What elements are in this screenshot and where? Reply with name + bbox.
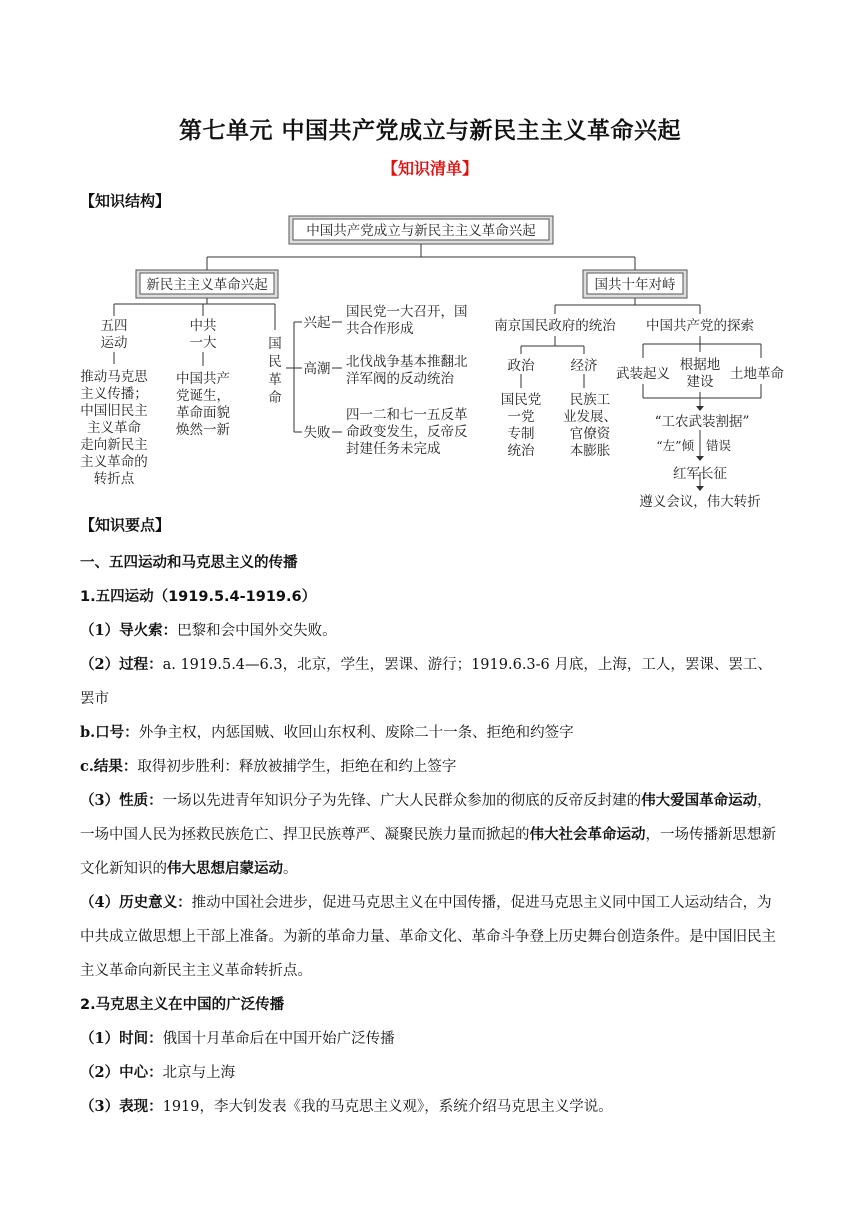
- stage-desc-fail-1: 四一二和七一五反革: [346, 407, 468, 423]
- base-building-1: 根据地: [679, 357, 721, 373]
- long-march: 红军长征: [673, 466, 727, 482]
- zhonggong-title-2: 一大: [189, 335, 217, 351]
- zhonggong-desc-2: 党诞生，: [176, 388, 230, 404]
- heading-may-fourth: 1.五四运动（1919.5.4-1919.6）: [80, 589, 317, 605]
- stage-desc-fail-3: 封建任务未完成: [346, 441, 441, 457]
- wusi-desc-6: 主义革命的: [80, 454, 148, 470]
- stage-label-peak: 高潮: [303, 361, 331, 377]
- armed-uprising: 武装起义: [616, 366, 670, 382]
- stage-desc-rise-2: 共合作形成: [346, 321, 414, 337]
- wusi-desc-5: 走向新民主: [80, 437, 148, 453]
- politics-label: 政治: [507, 358, 535, 374]
- guomin-title-4: 命: [268, 390, 282, 406]
- economy-label: 经济: [570, 358, 598, 374]
- zunyi-conference: 遵义会议，伟大转折: [639, 494, 761, 510]
- nanjing-rule: 南京国民政府的统治: [494, 318, 616, 334]
- heading-marxism-spread: 2.马克思主义在中国的广泛传播: [80, 997, 285, 1013]
- base-building-2: 建设: [686, 374, 714, 390]
- stage-desc-peak-2: 洋军阀的反动统治: [346, 371, 454, 387]
- wusi-desc-3: 中国旧民主: [80, 403, 148, 419]
- stage-desc-peak-1: 北伐战争基本推翻北: [346, 354, 468, 370]
- knowledge-points-heading: 【知识要点】: [80, 516, 171, 534]
- left-deviation: “左”倾: [656, 438, 694, 453]
- economy-desc-4: 本膨胀: [569, 443, 611, 459]
- zhonggong-desc-4: 焕然一新: [176, 422, 230, 438]
- diagram-right-branch: 国共十年对峙: [594, 277, 676, 293]
- politics-desc-2: 一党: [507, 409, 535, 425]
- cpc-exploration: 中国共产党的探索: [646, 318, 754, 334]
- knowledge-structure-diagram: [0, 0, 860, 530]
- stage-label-rise: 兴起: [303, 315, 331, 331]
- stage-desc-fail-2: 命政变发生，反帝反: [346, 424, 468, 440]
- wusi-desc-2: 主义传播；: [80, 386, 148, 402]
- guomin-title-2: 民: [268, 354, 282, 370]
- knowledge-structure-heading: 【知识结构】: [80, 192, 171, 210]
- paragraph-center: （2）中心：北京与上海: [80, 1064, 236, 1081]
- paragraph-nature: （3）性质：一场以先进青年知识分子为先锋、广大人民群众参加的彻底的反帝反封建的伟大爱国革命运动，一场中国人民为拯救民族危亡、捍卫民族尊严、凝聚民族力量而掀起的伟大社会革命运动，一场传播新思想新文化新知识的伟大思想启蒙运动。: [80, 792, 776, 877]
- wusi-desc-7: 转折点: [93, 471, 135, 487]
- politics-desc-4: 统治: [507, 443, 535, 459]
- economy-desc-3: 官僚资: [569, 426, 611, 442]
- stage-label-fail: 失败: [303, 425, 331, 441]
- politics-desc-1: 国民党: [500, 392, 542, 408]
- paragraph-time: （1）时间：俄国十月革命后在中国开始广泛传播: [80, 1030, 395, 1047]
- zhonggong-title-1: 中共: [189, 318, 217, 334]
- knowledge-list-heading: 【知识清单】: [381, 159, 478, 178]
- paragraph-slogan: b.口号：外争主权，内惩国贼、收回山东权利、废除二十一条、拒绝和约签字: [80, 724, 574, 741]
- economy-desc-2: 业发展、: [563, 409, 617, 425]
- economy-desc-1: 民族工: [569, 392, 611, 408]
- knowledge-points-body: [80, 546, 785, 1124]
- guomin-title-1: 国: [268, 336, 282, 352]
- heading-level1: 一、五四运动和马克思主义的传播: [80, 555, 298, 571]
- worker-peasant-regime: “工农武装割据”: [654, 414, 750, 430]
- wusi-desc-4: 主义革命: [87, 420, 141, 436]
- land-revolution: 土地革命: [730, 366, 784, 382]
- paragraph-result: c.结果：取得初步胜利：释放被捕学生，拒绝在和约上签字: [80, 758, 457, 775]
- diagram-left-branch: 新民主主义革命兴起: [146, 277, 268, 293]
- stage-desc-rise-1: 国民党一大召开，国: [346, 304, 468, 320]
- zhonggong-desc-3: 革命面貌: [176, 405, 230, 421]
- paragraph-process: （2）过程：a. 1919.5.4—6.3，北京，学生，罢课、游行；1919.6.3-6 月底，上海，工人，罢课、罢工、罢市: [80, 656, 772, 707]
- wusi-title-1: 五四: [100, 318, 128, 334]
- politics-desc-3: 专制: [507, 426, 535, 442]
- zhonggong-desc-1: 中国共产: [176, 371, 230, 387]
- paragraph-significance: （4）历史意义：推动中国社会进步，促进马克思主义在中国传播，促进马克思主义同中国工人运动结合，为中共成立做思想上干部上准备。为新的革命力量、革命文化、革命斗争登上历史舞台创造条件。是中国旧民主主义革命向新民主主义革命转折点。: [80, 894, 776, 979]
- page-title: 第七单元 中国共产党成立与新民主主义革命兴起: [178, 118, 681, 144]
- error-label: 错误: [706, 438, 732, 453]
- wusi-title-2: 运动: [100, 335, 128, 351]
- diagram-root: 中国共产党成立与新民主主义革命兴起: [306, 223, 536, 239]
- paragraph-trigger: （1）导火索：巴黎和会中国外交失败。: [80, 622, 337, 639]
- paragraph-manifestation: （3）表现：1919，李大钊发表《我的马克思主义观》，系统介绍马克思主义学说。: [80, 1098, 613, 1115]
- wusi-desc-1: 推动马克思: [80, 369, 148, 385]
- guomin-title-3: 革: [268, 372, 282, 388]
